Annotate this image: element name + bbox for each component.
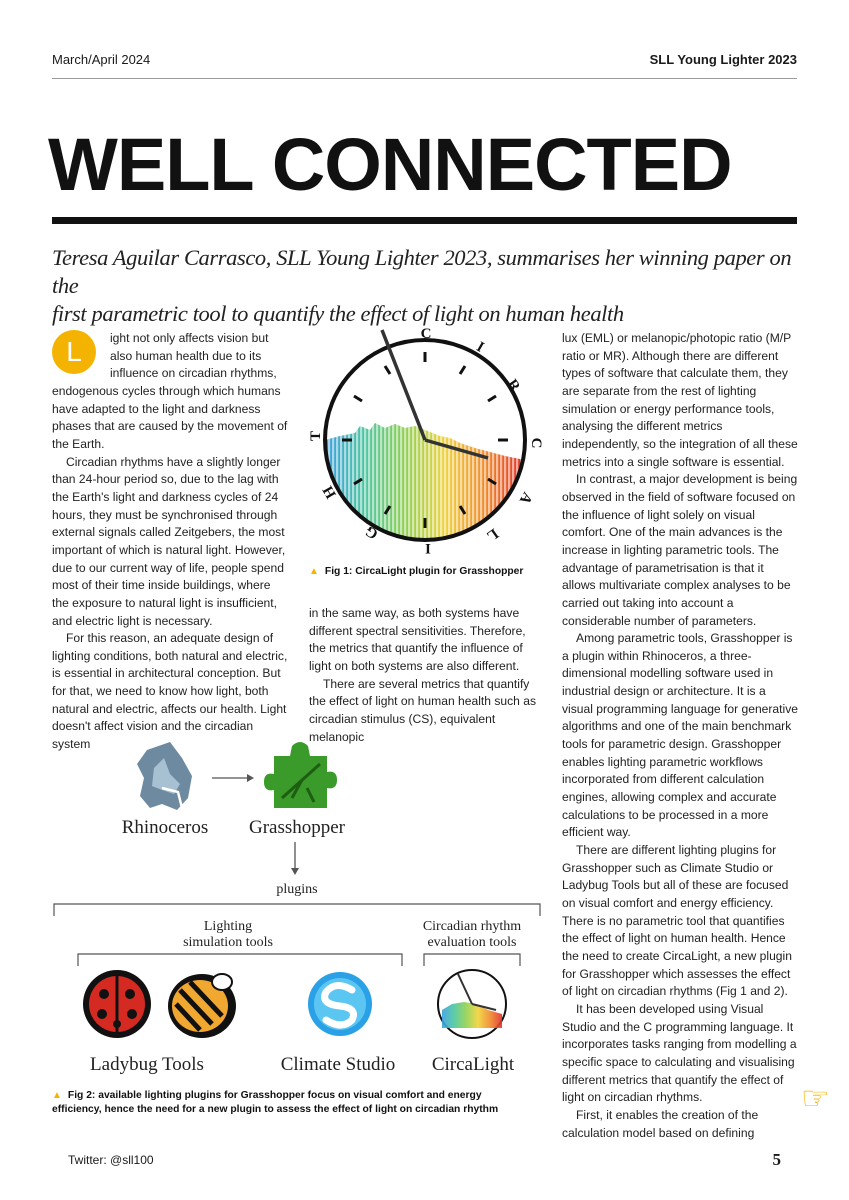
rhinoceros-label: Rhinoceros bbox=[121, 817, 209, 838]
plugins-diagram bbox=[52, 728, 542, 1083]
circalight-clock-figure bbox=[300, 318, 550, 563]
clock-hand-minute bbox=[382, 330, 425, 440]
plugins-label: plugins bbox=[276, 882, 318, 897]
lighting-bracket bbox=[78, 954, 402, 966]
ladybug-icon bbox=[83, 970, 151, 1038]
plugins-bracket bbox=[54, 904, 540, 916]
paragraph: ight not only affects vision but also human health due to its influence on circadian rhythms, endogenous cycles through which humans have adapted to the light and darkness phases that are caused by the movement of the Earth. bbox=[52, 331, 288, 451]
paragraph: It has been developed using Visual Studio and the C programming language. It incorporates tasks ranging from modelling a specific space to calculating and visualising different metrics that quantify the effect of light on circadian rhythms. bbox=[562, 1001, 797, 1105]
article-title: WELL CONNECTED bbox=[48, 123, 732, 206]
letter-g: G bbox=[362, 522, 382, 542]
paragraph: in the same way, as both systems have different spectral sensitivities. Therefore, the metrics that quantify the influence of light on both systems are also different. bbox=[309, 606, 526, 673]
lighting-tools-label-2: simulation tools bbox=[183, 935, 273, 950]
paragraph: In contrast, a major development is being observed in the field of software focused on the influence of light solely on visual comfort. One of the main advances is the increase in lighting parametric tools. The advantage of parametrisation is that it allows multivariate complex analyses to be carried out taking into account a considerable number of parameters. bbox=[562, 472, 798, 628]
paragraph: Among parametric tools, Grasshopper is a plugin within Rhinoceros, a three-dimensional modelling software used in industrial design or architecture. It is a visual programming language for generative algorithms and one of the main benchmark tools for parametric design. Grasshopper enables lighting parametric workflows incorporated from different calculation engines, allowing complex and accurate calculations to be processed in a more efficient way. bbox=[562, 631, 798, 840]
caption-triangle-icon: ▲ bbox=[52, 1090, 62, 1101]
circadian-bracket bbox=[424, 954, 520, 966]
issue-date: March/April 2024 bbox=[52, 52, 151, 67]
letter-t: T bbox=[308, 430, 324, 442]
letter-c1: C bbox=[420, 326, 432, 342]
paragraph: There are several metrics that quantify the effect of light on human health such as circadian stimulus (CS), equivalent melanopic bbox=[309, 676, 537, 744]
figure-2-caption-text: Fig 2: available lighting plugins for Grasshopper focus on visual comfort and energy efficiency, hence the need for a new plugin to assess the effect of light on circadian rhythm bbox=[52, 1090, 499, 1115]
climate-studio-label: Climate Studio bbox=[280, 1054, 396, 1075]
column-2 bbox=[309, 605, 545, 746]
letter-l: L bbox=[483, 524, 501, 544]
paragraph: There are different lighting plugins for Grasshopper such as Climate Studio or Ladybug Tools but all of these are focused on visual comfort and energy efficiency. There is no parametric tool that quantifies the effect of light on human health. Hence the need to create CircaLight, a new plugin for Grasshopper which assesses the effect of light on circadian rhythms (Fig 1 and 2). bbox=[562, 843, 792, 999]
column-1 bbox=[52, 330, 288, 754]
continue-hand-icon: ☞ bbox=[801, 1080, 830, 1116]
grasshopper-label: Grasshopper bbox=[248, 817, 346, 838]
letter-c2: C bbox=[528, 437, 544, 449]
dropcap: L bbox=[52, 330, 96, 374]
letter-r: R bbox=[503, 376, 523, 395]
honeybee-icon bbox=[168, 974, 236, 1038]
standfirst-line-2: first parametric tool to quantify the effect of light on human health bbox=[52, 301, 624, 326]
standfirst-line-1: Teresa Aguilar Carrasco, SLL Young Lighter 2023, summarises her winning paper on the bbox=[52, 245, 792, 298]
twitter-handle: Twitter: @sll100 bbox=[68, 1153, 154, 1167]
header-rule bbox=[52, 78, 797, 79]
lighting-tools-label-1: Lighting bbox=[203, 919, 253, 934]
column-3 bbox=[562, 330, 798, 1142]
standfirst bbox=[52, 244, 812, 328]
letter-i1: I bbox=[473, 339, 487, 356]
circadian-tools-label-2: evaluation tools bbox=[427, 935, 517, 950]
ladybug-label: Ladybug Tools bbox=[90, 1054, 204, 1075]
figure-2-caption bbox=[52, 1089, 532, 1117]
paragraph: For this reason, an adequate design of lighting conditions, both natural and electric, is essential in architectural conception. But for that, we need to know how light, both natural and electric, affects our health. Light doesn't affect vision and the circadian system bbox=[52, 631, 288, 752]
circalight-mini-icon bbox=[438, 970, 506, 1038]
figure-1-caption-text: Fig 1: CircaLight plugin for Grasshopper bbox=[324, 566, 524, 577]
page-number: 5 bbox=[772, 1150, 781, 1169]
rhinoceros-icon bbox=[137, 742, 192, 810]
paragraph: Circadian rhythms have a slightly longer than 24-hour period so, due to the lag with the Earth's light and darkness cycles of 24 hours, they must be synchronised through external signals called Zeitgebers, the most important of which is natural light. However, due to our current way of life, people spend most of their time inside buildings, where the exposure to natural light is insufficient, and electric light is necessary. bbox=[52, 454, 286, 628]
climate-studio-icon bbox=[308, 972, 372, 1036]
letter-i2: I bbox=[425, 540, 431, 556]
paragraph: First, it enables the creation of the calculation model based on defining bbox=[562, 1107, 759, 1140]
caption-triangle-icon: ▲ bbox=[309, 566, 319, 577]
section-name: SLL Young Lighter 2023 bbox=[649, 52, 797, 67]
circalight-label: CircaLight bbox=[431, 1054, 515, 1075]
paragraph: lux (EML) or melanopic/photopic ratio (M/P ratio or MR). Although there are different types of software that calculate them, they are separate from the rest of lighting simulation or energy performance tools, analysing the different metrics independently, so the integration of all these metrics into a single software is essential. bbox=[562, 331, 798, 469]
circadian-tools-label-1: Circadian rhythm bbox=[422, 919, 522, 934]
letter-h: H bbox=[320, 482, 340, 502]
grasshopper-icon bbox=[264, 742, 337, 808]
title-bar bbox=[52, 217, 797, 224]
letter-a: A bbox=[515, 489, 536, 507]
figure-1-caption bbox=[309, 565, 523, 579]
